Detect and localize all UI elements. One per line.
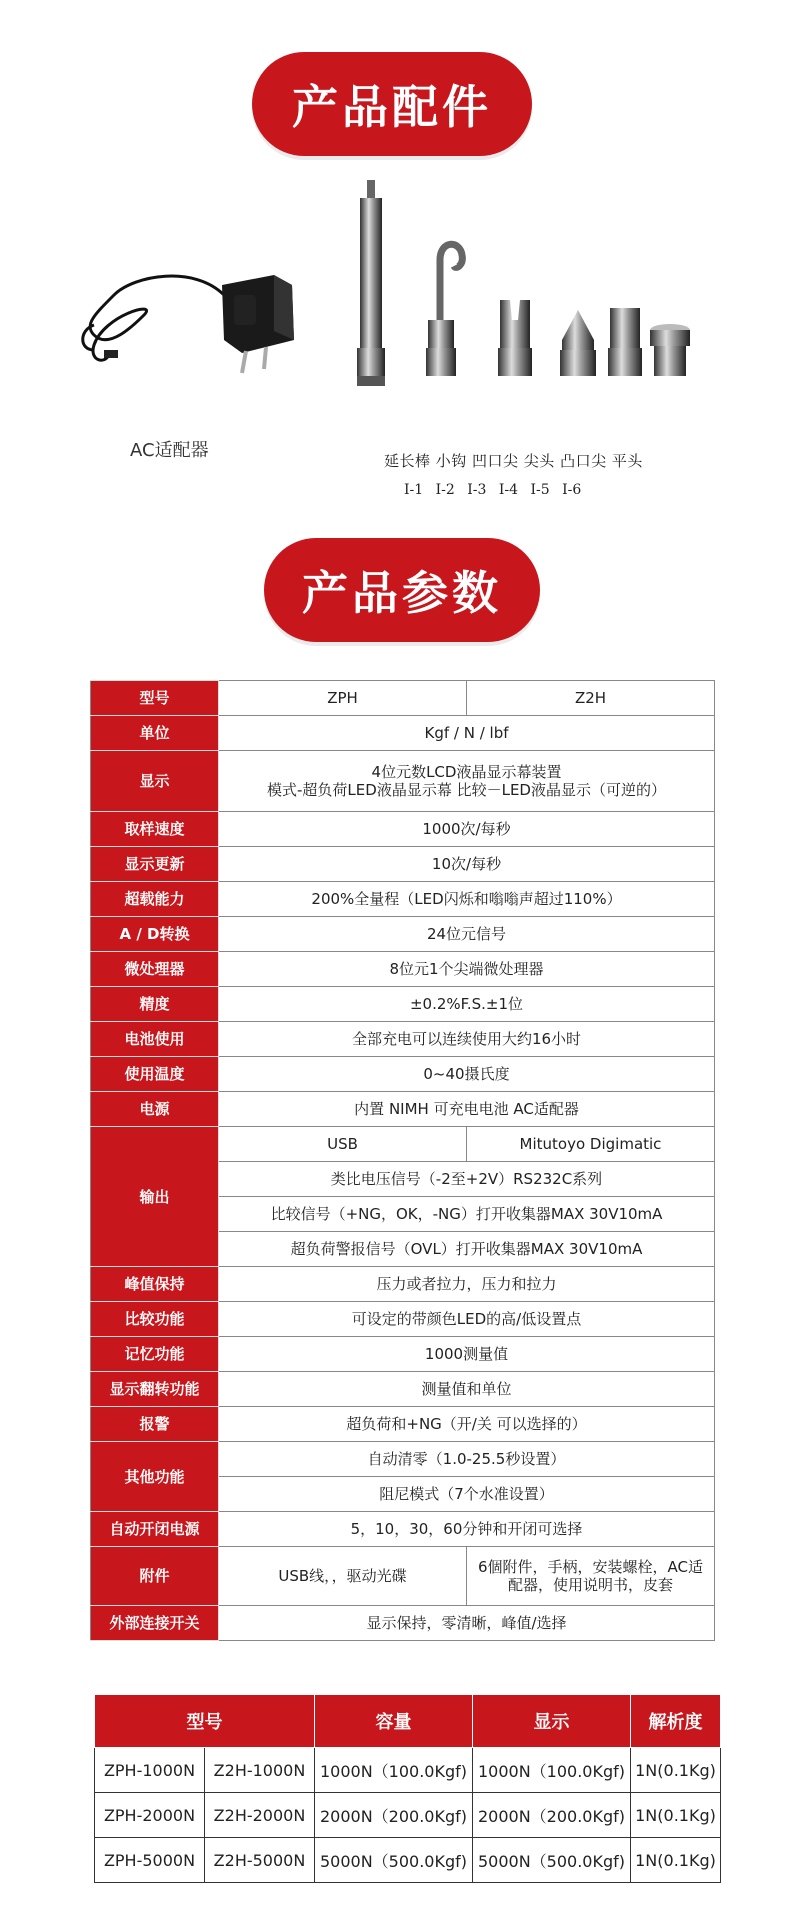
cell: 5000N（500.0Kgf) [473,1838,631,1883]
cell: 0~40摄氏度 [219,1057,715,1092]
cell: ±0.2%F.S.±1位 [219,987,715,1022]
row-header: 记忆功能 [91,1337,219,1372]
column-header: 容量 [315,1695,473,1748]
column-header: 型号 [95,1695,315,1748]
row-header: 显示更新 [91,847,219,882]
row-header: 显示 [91,751,219,812]
cell-line: 模式-超负荷LED液晶显示幕 比较－LED液晶显示（可逆的） [267,781,666,799]
cell: 1N(0.1Kg) [631,1838,721,1883]
table-row [91,847,715,882]
accessory-code: I-6 [562,482,582,498]
row-header: 型号 [91,681,219,716]
table-row [95,1748,721,1793]
cell: 6個附件，手柄，安装螺栓，AC适配器，使用说明书，皮套 [467,1547,715,1606]
table-row [91,1372,715,1407]
row-header: 报警 [91,1407,219,1442]
row-header: 电源 [91,1092,219,1127]
row-header: 附件 [91,1547,219,1606]
cell: Z2H [467,681,715,716]
table-row [95,1838,721,1883]
cell: Z2H-1000N [205,1748,315,1793]
cell: ZPH-2000N [95,1793,205,1838]
ac-adapter-image [74,255,304,375]
cell: 1000N（100.0Kgf) [473,1748,631,1793]
table-row [91,1092,715,1127]
table-row [91,1022,715,1057]
cell: Kgf / N / lbf [219,716,715,751]
cell: 1000测量值 [219,1337,715,1372]
table-row [91,1337,715,1372]
row-header: A / D转换 [91,917,219,952]
table-row [91,882,715,917]
table-row [91,1512,715,1547]
table-row [91,952,715,987]
column-header: 显示 [473,1695,631,1748]
cell: ZPH-1000N [95,1748,205,1793]
cell: USB线，，驱动光碟 [219,1547,467,1606]
accessory-names: 延长棒 小钩 凹口尖 尖头 凸口尖 平头 [384,452,643,470]
row-header: 使用温度 [91,1057,219,1092]
table-row [91,1407,715,1442]
row-header: 峰值保持 [91,1267,219,1302]
row-header: 微处理器 [91,952,219,987]
spec-table [90,680,715,1641]
cell: 阻尼模式（7个水准设置） [219,1477,715,1512]
table-row [91,1267,715,1302]
row-header: 精度 [91,987,219,1022]
row-header: 超载能力 [91,882,219,917]
table-header-row [95,1695,721,1748]
cell: 比较信号（+NG，OK，-NG）打开收集器MAX 30V10mA [219,1197,715,1232]
column-header: 解析度 [631,1695,721,1748]
accessory-tips-image [350,180,690,410]
table-row [91,751,715,812]
accessory-code: I-5 [530,482,550,498]
cell: 可设定的带颜色LED的高/低设置点 [219,1302,715,1337]
accessory-code: I-2 [435,482,455,498]
row-header: 外部连接开关 [91,1606,219,1641]
cell: 内置 NIMH 可充电电池 AC适配器 [219,1092,715,1127]
models-table [94,1694,721,1883]
cell: 200%全量程（LED闪烁和嗡嗡声超过110%） [219,882,715,917]
accessory-code: I-3 [467,482,487,498]
cell: 5000N（500.0Kgf) [315,1838,473,1883]
table-row [91,716,715,751]
table-row [95,1793,721,1838]
cell: 全部充电可以连续使用大约16小时 [219,1022,715,1057]
cell: 1N(0.1Kg) [631,1748,721,1793]
row-header: 取样速度 [91,812,219,847]
cell: 超负荷和+NG（开/关 可以选择的） [219,1407,715,1442]
cell: 显示保持，零清晰，峰值/选择 [219,1606,715,1641]
cell: 压力或者拉力，压力和拉力 [219,1267,715,1302]
row-header: 显示翻转功能 [91,1372,219,1407]
cell: 8位元1个尖端微处理器 [219,952,715,987]
cell: Mitutoyo Digimatic [467,1127,715,1162]
cell [219,751,715,812]
cell: 2000N（200.0Kgf) [473,1793,631,1838]
accessory-codes [404,482,589,498]
row-header: 自动开闭电源 [91,1512,219,1547]
cell: Z2H-2000N [205,1793,315,1838]
accessory-code: I-4 [498,482,519,498]
section-title-parameters: 产品参数 [264,538,540,642]
row-header: 比较功能 [91,1302,219,1337]
table-row [91,1442,715,1477]
cell: 2000N（200.0Kgf) [315,1793,473,1838]
table-row [91,1606,715,1641]
row-header: 输出 [91,1127,219,1267]
cell: USB [219,1127,467,1162]
row-header: 其他功能 [91,1442,219,1512]
cell: 24位元信号 [219,917,715,952]
table-row [91,1547,715,1606]
cell: ZPH-5000N [95,1838,205,1883]
cell: 10次/每秒 [219,847,715,882]
row-header: 单位 [91,716,219,751]
cell: 1N(0.1Kg) [631,1793,721,1838]
cell: 自动清零（1.0-25.5秒设置） [219,1442,715,1477]
table-row [91,917,715,952]
cell-line: 4位元数LCD液晶显示幕装置 [371,763,562,781]
table-row [91,1057,715,1092]
cell: Z2H-5000N [205,1838,315,1883]
cell: 类比电压信号（-2至+2V）RS232C系列 [219,1162,715,1197]
table-row [91,681,715,716]
ac-adapter-label: AC适配器 [130,440,209,461]
cell: ZPH [219,681,467,716]
accessory-code: I-1 [404,482,424,498]
cell: 测量值和单位 [219,1372,715,1407]
table-row [91,1302,715,1337]
cell: 1000次/每秒 [219,812,715,847]
cell: 5，10，30，60分钟和开闭可选择 [219,1512,715,1547]
section-title-accessories: 产品配件 [252,52,532,156]
table-row [91,812,715,847]
cell: 1000N（100.0Kgf) [315,1748,473,1793]
table-row [91,1127,715,1162]
table-row [91,987,715,1022]
cell: 超负荷警报信号（OVL）打开收集器MAX 30V10mA [219,1232,715,1267]
row-header: 电池使用 [91,1022,219,1057]
